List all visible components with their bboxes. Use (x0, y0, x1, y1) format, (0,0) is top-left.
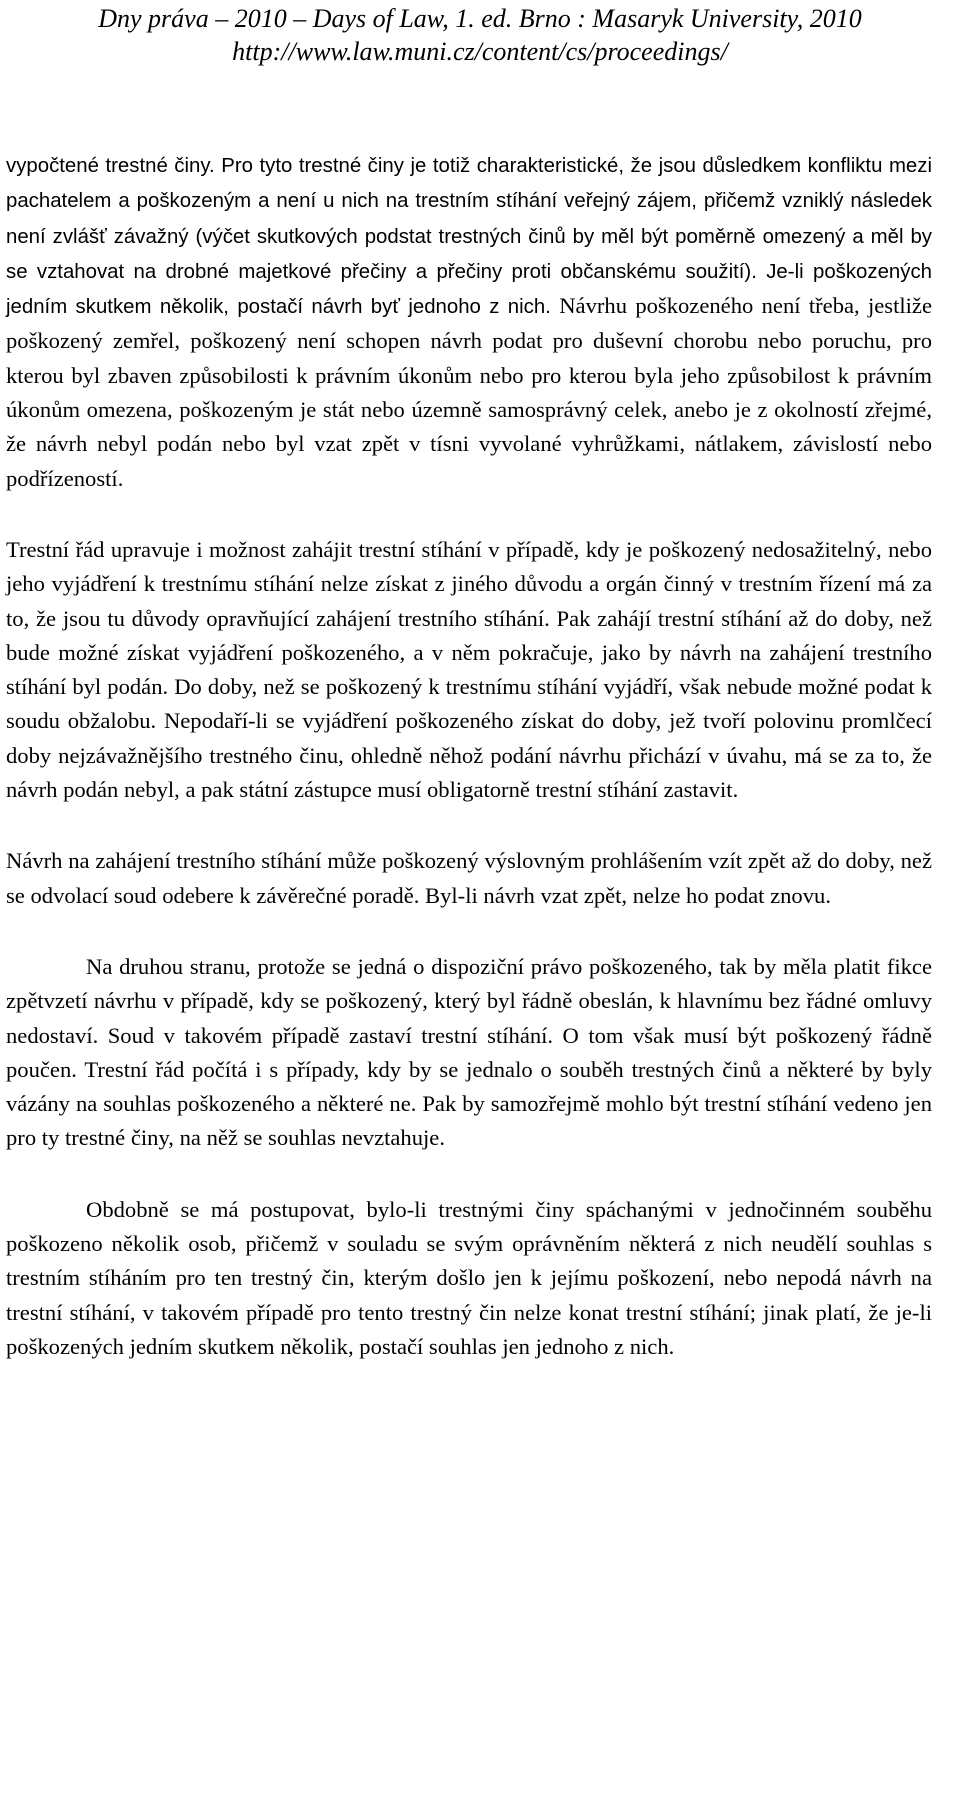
paragraph-4: Na druhou stranu, protože se jedná o dispoziční právo poškozeného, tak by měla platit fikce zpětvzetí návrhu v případě, kdy se poškozený, který byl řádně obeslán, k hlavnímu bez řádné omluvy nedostaví. Soud v takovém případě zastaví trestní stíhání. O tom však musí být poškozený řádně poučen. Trestní řád počítá i s případy, kdy by se jednalo o souběh trestných činů a některé by byly vázány na souhlas poškozeného a některé ne. Pak by samozřejmě mohlo být trestní stíhání vedeno jen pro ty trestné činy, na něž se souhlas nevztahuje. (6, 953, 932, 1151)
paragraph-1-serif-part: Návrhu poškozeného není třeba, jestliže poškozený zemřel, poškozený není schopen návrh podat pro duševní chorobu nebo poruchu, pro kterou byl zbaven způsobilosti k právním úkonům nebo pro kterou byla jeho způsobilost k právním úkonům omezena, poškozeným je stát nebo územně samosprávný celek, anebo je z okolností zřejmé, že návrh nebyl podán nebo byl vzat zpět v tísni vyvolané vyhrůžkami, nátlakem, závislostí nebo podřízeností. (6, 293, 932, 491)
paragraph-1-sans-part: vypočtené trestné činy. Pro tyto trestné činy je totiž charakteristické, že jsou důsledkem konfliktu mezi pachatelem a poškozeným a není u nich na trestním stíhání veřejný zájem, přičemž vzniklý následek není zvlášť závažný (výčet skutkových podstat trestných činů by měl být poměrně omezený a měl by se vztahovat na drobné majetkové přečiny a přečiny proti občanskému soužití). Je-li poškozených jedním skutkem několik, postačí návrh byť jednoho z nich. (6, 155, 932, 319)
page-header (0, 2, 960, 68)
paragraph-3: Návrh na zahájení trestního stíhání může poškozený výslovným prohlášením vzít zpět až do doby, než se odvolací soud odebere k závěrečné poradě. Byl-li návrh vzat zpět, nelze ho podat znovu. (6, 848, 932, 908)
paragraph-1 (6, 148, 932, 496)
document-body (6, 148, 932, 1364)
proceedings-title: Dny práva – 2010 – Days of Law, 1. ed. Brno : Masaryk University, 2010 (98, 4, 862, 33)
paragraph-5: Obdobně se má postupovat, bylo-li trestnými činy spáchanými v jednočinném souběhu poškozeno několik osob, přičemž v souladu se svým oprávněním některá z nich neudělí souhlas s trestním stíháním pro ten trestný čin, kterým došlo jen k jejímu poškození, nebo nepodá návrh na trestní stíhání, v takovém případě pro tento trestný čin nelze konat trestní stíhání; jinak platí, že je-li poškozených jedním skutkem několik, postačí souhlas jen jednoho z nich. (6, 1196, 932, 1359)
proceedings-url: http://www.law.muni.cz/content/cs/proceedings/ (232, 37, 728, 66)
paragraph-2: Trestní řád upravuje i možnost zahájit trestní stíhání v případě, kdy je poškozený nedosažitelný, nebo jeho vyjádření k trestnímu stíhání nelze získat z jiného důvodu a orgán činný v trestním řízení má za to, že jsou tu důvody opravňující zahájení trestního stíhání. Pak zahájí trestní stíhání až do doby, než bude možné získat vyjádření poškozeného, a v něm pokračuje, jako by návrh na zahájení trestního stíhání byl podán. Do doby, než se poškozený k trestnímu stíhání vyjádří, však nebude možné podat k soudu obžalobu. Nepodaří-li se vyjádření poškozeného získat do doby, jež tvoří polovinu promlčecí doby nejzávažnějšího trestného činu, ohledně něhož podání návrhu přichází v úvahu, má se za to, že návrh podán nebyl, a pak státní zástupce musí obligatorně trestní stíhání zastavit. (6, 536, 932, 803)
